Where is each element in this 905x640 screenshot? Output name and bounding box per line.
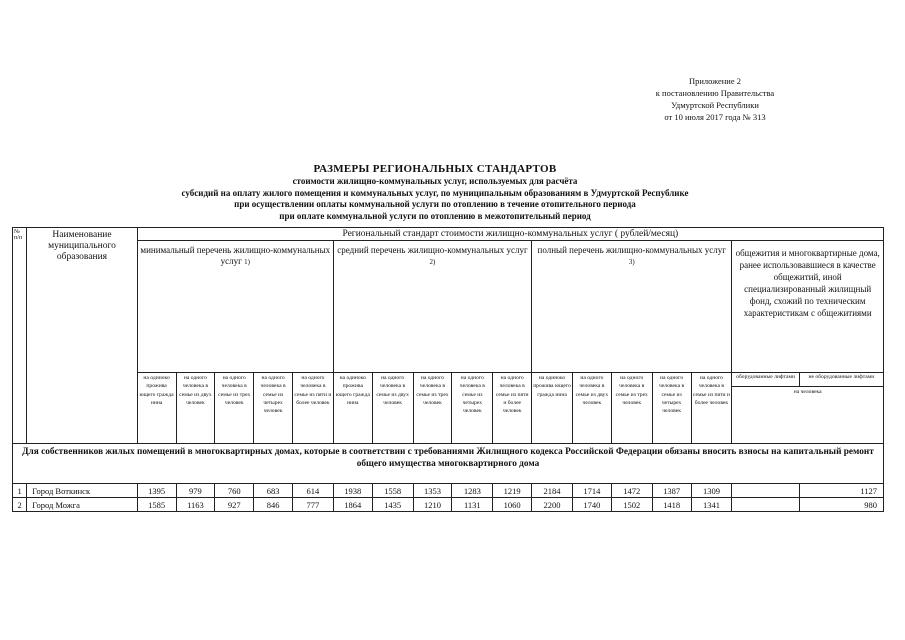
table-cell: 1418 <box>652 498 691 512</box>
header-full-list: полный перечень жилищно-коммунальных услуг 3) <box>532 241 732 373</box>
title-line-3: при осуществлении оплаты коммунальной услуги по отоплению в течение отопительного периода <box>234 199 636 209</box>
table-cell: 846 <box>254 498 293 512</box>
title-line-2: субсидий на оплату жилого помещения и коммунальных услуг, по муниципальным образованиям в Удмуртской Республике <box>181 187 689 198</box>
footnote-2: 2) <box>429 258 436 266</box>
document-title <box>40 163 830 222</box>
sub-header-with-lift: оборудованные лифтами <box>732 373 799 387</box>
table-cell: 1472 <box>611 484 652 498</box>
table-cell <box>732 484 799 498</box>
sub-header-three: на одного человека в семье из трех человек <box>611 373 652 444</box>
table-cell: 1210 <box>413 498 452 512</box>
header-medium-list: средний перечень жилищно-коммунальных услуг 2) <box>333 241 531 373</box>
table-cell <box>732 498 799 512</box>
row-number: 1 <box>13 484 27 498</box>
table-cell: 1309 <box>691 484 732 498</box>
table-cell: 760 <box>215 484 254 498</box>
municipality-name: Город Воткинск <box>27 484 137 498</box>
sub-header-four: на одного человека в семье из четырех человек <box>652 373 691 444</box>
table-cell: 1395 <box>137 484 176 498</box>
sub-header-single: на одиноко прожива ющего гражда нина <box>333 373 372 444</box>
table-row <box>13 498 884 512</box>
table-cell: 1387 <box>652 484 691 498</box>
appendix-number: Приложение 2 <box>689 76 741 86</box>
sub-header-four: на одного человека в семье из четырех человек <box>254 373 293 444</box>
table-cell: 1585 <box>137 498 176 512</box>
table-cell: 979 <box>176 484 215 498</box>
table-cell: 1864 <box>333 498 372 512</box>
table-cell: 1060 <box>493 498 532 512</box>
table-cell: 1283 <box>452 484 493 498</box>
table-cell: 777 <box>292 498 333 512</box>
table-cell: 1435 <box>372 498 413 512</box>
table-cell: 927 <box>215 498 254 512</box>
sub-header-three: на одного человека в семье из трех человек <box>215 373 254 444</box>
footnote-1: 1) <box>244 258 250 266</box>
table-cell: 1127 <box>799 484 883 498</box>
header-regional-standard: Региональный стандарт стоимости жилищно-коммунальных услуг ( рублей/месяц) <box>137 228 883 241</box>
sub-header-three: на одного человека в семье из трех человек <box>413 373 452 444</box>
header-hostel: общежития и многоквартирные дома, ранее использовавшиеся в качестве общежитий, иной специализированный жилищный фонд, схожий по техническим характеристикам с общежитиями <box>732 241 884 373</box>
table-cell: 614 <box>292 484 333 498</box>
header-number: № п/п <box>13 228 27 444</box>
sub-header-without-lift: не оборудованные лифтами <box>799 373 883 387</box>
table-cell: 1163 <box>176 498 215 512</box>
row-number: 2 <box>13 498 27 512</box>
title-line-1: стоимости жилищно-коммунальных услуг, используемых для расчёта <box>292 176 578 186</box>
sub-header-single: на одиноко прожива ющего гражда нина <box>532 373 573 444</box>
sub-header-five-plus: на одного человека в семье из пяти и более человек <box>691 373 732 444</box>
table-cell: 1341 <box>691 498 732 512</box>
footnote-3: 3) <box>628 258 635 266</box>
appendix-decree: к постановлению Правительства <box>655 88 775 98</box>
municipality-name: Город Можга <box>27 498 137 512</box>
table-cell: 1131 <box>452 498 493 512</box>
table-cell: 683 <box>254 484 293 498</box>
title-main: РАЗМЕРЫ РЕГИОНАЛЬНЫХ СТАНДАРТОВ <box>313 163 557 175</box>
sub-header-five-plus: на одного человека в семье из пяти и более человек <box>292 373 333 444</box>
title-line-4: при оплате коммунальной услуги по отоплению в межотопительный период <box>279 210 591 221</box>
header-minimal-list: минимальный перечень жилищно-коммунальных услуг 1) <box>137 241 333 373</box>
appendix-date: от 10 июля 2017 года № 313 <box>664 112 766 122</box>
table-cell: 1714 <box>572 484 611 498</box>
sub-header-two: на одного человека в семье из двух человек <box>176 373 215 444</box>
sub-header-two: на одного человека в семье из двух человек <box>372 373 413 444</box>
table-cell: 1740 <box>572 498 611 512</box>
sub-header-two: на одного человека в семье из двух человек <box>572 373 611 444</box>
table-cell: 2184 <box>532 484 573 498</box>
rates-table <box>12 227 884 512</box>
table-cell: 1219 <box>493 484 532 498</box>
appendix-reference <box>600 75 830 123</box>
section-label: Для собственников жилых помещений в многоквартирных домах, которые в соответствии с требованиями Жилищного кодекса Российской Федерации обязаны вносить взносы на капитальный ремонт общего имущества многоквартирного дома <box>13 444 884 484</box>
table-cell: 1353 <box>413 484 452 498</box>
table-cell: 1558 <box>372 484 413 498</box>
table-cell: 2200 <box>532 498 573 512</box>
sub-header-five-plus: на одного человека в семье из пяти и более человек <box>493 373 532 444</box>
table-row <box>13 484 884 498</box>
sub-header-four: на одного человека в семье из четырех человек <box>452 373 493 444</box>
table-cell: 1938 <box>333 484 372 498</box>
table-cell: 980 <box>799 498 883 512</box>
header-municipality: Наименование муниципального образования <box>27 228 137 444</box>
table-cell: 1502 <box>611 498 652 512</box>
sub-header-per-person: на человека <box>732 387 884 444</box>
appendix-region: Удмуртской Республики <box>671 100 759 110</box>
sub-header-single: на одиноко прожива ющего гражда нина <box>137 373 176 444</box>
